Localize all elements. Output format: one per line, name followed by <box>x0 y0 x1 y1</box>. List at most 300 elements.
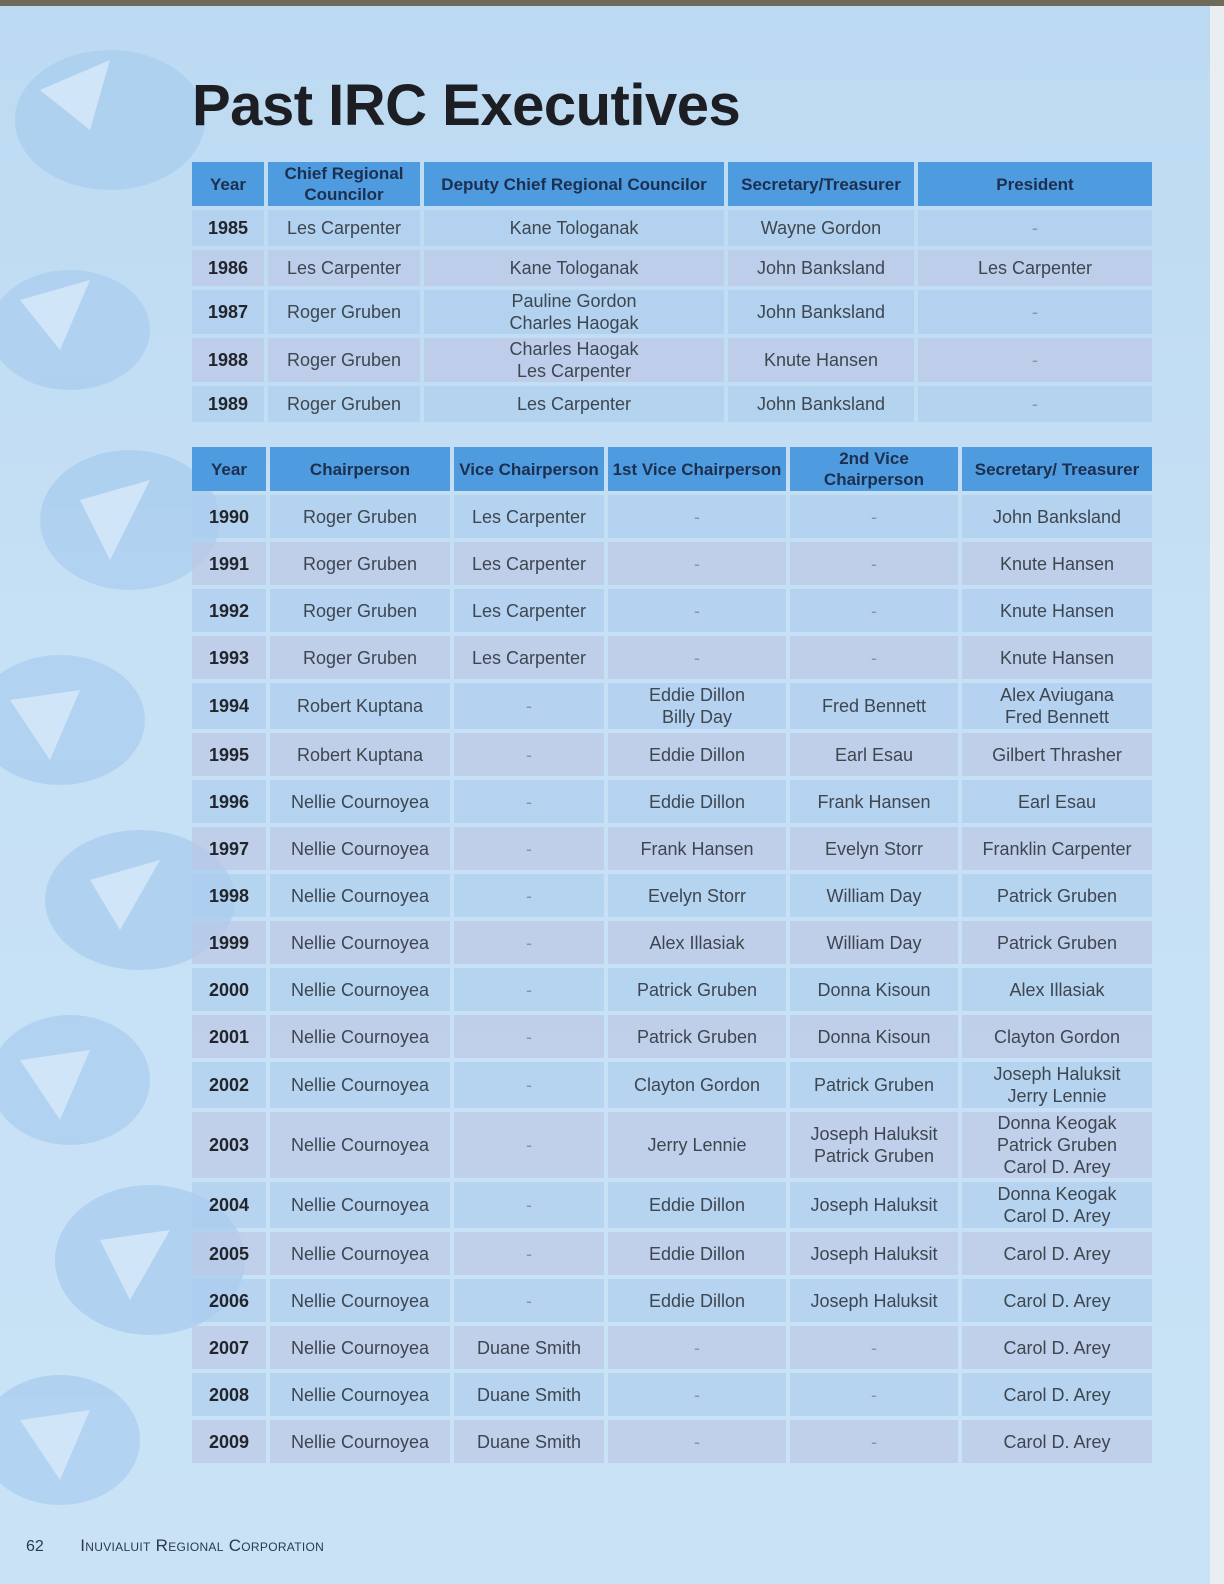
name-cell <box>270 683 450 729</box>
name-cell <box>454 1279 604 1322</box>
cell-line: 2001 <box>208 1026 250 1047</box>
name-cell <box>608 1182 786 1228</box>
name-cell <box>270 1062 450 1108</box>
name-cell <box>962 921 1152 964</box>
table-row <box>192 1062 1152 1108</box>
cell-line: - <box>526 1075 532 1095</box>
cell-line: Les Carpenter <box>286 258 402 278</box>
cell-line: Wayne Gordon <box>760 218 882 238</box>
cell-line: Knute Hansen <box>999 600 1115 621</box>
name-cell <box>790 589 958 632</box>
year-cell <box>192 290 264 334</box>
name-cell <box>454 495 604 538</box>
name-cell <box>790 542 958 585</box>
cell-line: - <box>526 696 532 716</box>
name-cell <box>790 1420 958 1463</box>
table-row <box>192 589 1152 632</box>
cell-line: Jerry Lennie <box>647 1135 747 1155</box>
cell-line: 2008 <box>208 1384 250 1405</box>
cell-line: 1996 <box>208 791 250 812</box>
cell-line: Roger Gruben <box>286 394 402 414</box>
cell-line: Les Carpenter <box>286 218 402 238</box>
cell-line: - <box>526 1290 532 1311</box>
cell-line: Patrick Gruben <box>813 1075 935 1095</box>
cell-line: Gilbert Thrasher <box>992 744 1122 765</box>
cell-line: Frank Hansen <box>640 838 754 859</box>
name-cell <box>608 542 786 585</box>
name-cell <box>454 1182 604 1228</box>
year-cell <box>192 921 266 964</box>
cell-line: - <box>526 932 532 953</box>
name-cell <box>962 683 1152 729</box>
name-cell <box>268 210 420 246</box>
cell-line: Duane Smith <box>476 1384 582 1405</box>
cell-line: Nellie Cournoyea <box>290 885 430 906</box>
cell-line: Nellie Cournoyea <box>290 1075 430 1095</box>
cell-line: 1987 <box>207 302 249 322</box>
name-cell <box>454 1373 604 1416</box>
cell-line: Alex Illasiak <box>649 932 745 953</box>
cell-line: Eddie Dillon <box>648 791 746 812</box>
cell-line: - <box>871 1337 877 1358</box>
name-cell <box>962 1062 1152 1108</box>
name-cell <box>454 968 604 1011</box>
name-cell <box>270 874 450 917</box>
cell-line: Joseph Haluksit <box>810 1195 938 1215</box>
name-cell <box>790 968 958 1011</box>
name-cell <box>962 542 1152 585</box>
name-cell <box>608 1420 786 1463</box>
name-cell <box>790 733 958 776</box>
table-row <box>192 1420 1152 1463</box>
year-cell <box>192 1015 266 1058</box>
cell-line: Carol D. Arey <box>1003 1243 1111 1264</box>
year-cell <box>192 589 266 632</box>
name-cell <box>728 338 914 382</box>
year-cell <box>192 1420 266 1463</box>
name-cell <box>268 338 420 382</box>
cell-line: 2007 <box>208 1337 250 1358</box>
name-cell <box>454 780 604 823</box>
table-row <box>192 542 1152 585</box>
cell-line: Les Carpenter <box>516 394 632 414</box>
cell-line: - <box>694 1337 700 1358</box>
header-vice-chairperson: Vice Chairperson <box>454 447 604 491</box>
cell-line: 1991 <box>208 553 250 574</box>
cell-line: - <box>694 647 700 668</box>
name-cell <box>454 874 604 917</box>
name-cell <box>608 1279 786 1322</box>
cell-line: Eddie Dillon <box>648 1195 746 1215</box>
cell-line: Frank Hansen <box>817 791 931 812</box>
cell-line: Carol D. Arey <box>1003 1384 1111 1405</box>
name-cell <box>962 589 1152 632</box>
header-secretary-treasurer: Secretary/Treasurer <box>728 162 914 206</box>
cell-line: 2005 <box>208 1243 250 1264</box>
name-cell <box>270 1420 450 1463</box>
cell-line: Pauline Gordon <box>511 291 637 311</box>
cell-line: Earl Esau <box>834 744 914 765</box>
cell-line: Eddie Dillon <box>648 685 746 705</box>
name-cell <box>790 1232 958 1275</box>
header-chief-regional-councilor: Chief Regional Councilor <box>268 162 420 206</box>
table-row <box>192 1326 1152 1369</box>
cell-line: - <box>871 647 877 668</box>
name-cell <box>608 1015 786 1058</box>
cell-line: - <box>526 1243 532 1264</box>
cell-line: - <box>694 553 700 574</box>
table-row <box>192 827 1152 870</box>
name-cell <box>454 542 604 585</box>
cell-line: 1990 <box>208 506 250 527</box>
cell-line: 1993 <box>208 647 250 668</box>
name-cell <box>270 1015 450 1058</box>
cell-line: Billy Day <box>661 707 732 727</box>
cell-line: 2004 <box>208 1195 250 1215</box>
cell-line: - <box>1032 350 1038 370</box>
table-row <box>192 495 1152 538</box>
cell-line: Donna Kisoun <box>817 979 931 1000</box>
cell-line: Les Carpenter <box>516 361 632 381</box>
name-cell <box>962 1015 1152 1058</box>
name-cell <box>790 1015 958 1058</box>
name-cell <box>790 683 958 729</box>
cell-line: Robert Kuptana <box>296 744 424 765</box>
cell-line: Roger Gruben <box>302 600 418 621</box>
name-cell <box>962 1326 1152 1369</box>
cell-line: 1985 <box>207 218 249 238</box>
table-row <box>192 921 1152 964</box>
cell-line: Nellie Cournoyea <box>290 791 430 812</box>
year-cell <box>192 1182 266 1228</box>
cell-line: Joseph Haluksit <box>810 1290 938 1311</box>
cell-line: Evelyn Storr <box>647 885 747 906</box>
header-chairperson: Chairperson <box>270 447 450 491</box>
table-row <box>192 780 1152 823</box>
name-cell <box>454 1015 604 1058</box>
name-cell <box>962 780 1152 823</box>
cell-line: 2003 <box>208 1135 250 1155</box>
year-cell <box>192 210 264 246</box>
name-cell <box>424 210 724 246</box>
cell-line: Charles Haogak <box>509 339 639 359</box>
name-cell <box>454 1062 604 1108</box>
cell-line: 1994 <box>208 696 250 716</box>
cell-line: - <box>526 1135 532 1155</box>
name-cell <box>424 338 724 382</box>
header-president: President <box>918 162 1152 206</box>
cell-line: Carol D. Arey <box>1003 1206 1111 1226</box>
name-cell <box>270 733 450 776</box>
name-cell <box>790 827 958 870</box>
cell-line: - <box>526 791 532 812</box>
cell-line: Eddie Dillon <box>648 744 746 765</box>
name-cell <box>608 495 786 538</box>
table-row <box>192 733 1152 776</box>
header-year: Year <box>192 447 266 491</box>
name-cell <box>270 636 450 679</box>
table-row <box>192 636 1152 679</box>
cell-line: - <box>1032 302 1038 322</box>
cell-line: Alex Aviugana <box>1000 685 1114 705</box>
cell-line: 1999 <box>208 932 250 953</box>
cell-line: Carol D. Arey <box>1003 1290 1111 1311</box>
name-cell <box>454 1232 604 1275</box>
table-row <box>192 386 1152 422</box>
name-cell <box>608 1232 786 1275</box>
cell-line: 2002 <box>208 1075 250 1095</box>
year-cell <box>192 1232 266 1275</box>
cell-line: Carol D. Arey <box>1003 1431 1111 1452</box>
name-cell <box>270 968 450 1011</box>
cell-line: - <box>871 600 877 621</box>
table-row <box>192 1015 1152 1058</box>
cell-line: Donna Keogak <box>997 1113 1117 1133</box>
table-row <box>192 338 1152 382</box>
cell-line: Kane Tologanak <box>509 258 639 278</box>
name-cell <box>454 921 604 964</box>
header-1st-vice-chairperson: 1st Vice Chairperson <box>608 447 786 491</box>
year-cell <box>192 968 266 1011</box>
cell-line: - <box>871 1384 877 1405</box>
cell-line: Joseph Haluksit <box>993 1064 1121 1084</box>
name-cell <box>270 827 450 870</box>
cell-line: Les Carpenter <box>471 553 587 574</box>
cell-line: 1992 <box>208 600 250 621</box>
cell-line: Nellie Cournoyea <box>290 1026 430 1047</box>
name-cell <box>728 386 914 422</box>
cell-line: - <box>526 885 532 906</box>
name-cell <box>608 1373 786 1416</box>
name-cell <box>270 542 450 585</box>
name-cell <box>790 1182 958 1228</box>
name-cell <box>790 495 958 538</box>
cell-line: Eddie Dillon <box>648 1290 746 1311</box>
cell-line: John Banksland <box>992 506 1122 527</box>
cell-line: - <box>1032 394 1038 414</box>
cell-line: Nellie Cournoyea <box>290 838 430 859</box>
header-year: Year <box>192 162 264 206</box>
executives-table-1985-1989 <box>188 158 1156 426</box>
table-row <box>192 1232 1152 1275</box>
page-number: 62 <box>26 1538 44 1555</box>
table-row <box>192 1112 1152 1178</box>
executives-table-1990-2009 <box>188 443 1156 1467</box>
cell-line: - <box>694 1384 700 1405</box>
cell-line: Nellie Cournoyea <box>290 1431 430 1452</box>
name-cell <box>962 495 1152 538</box>
cell-line: Patrick Gruben <box>996 885 1118 906</box>
name-cell <box>270 589 450 632</box>
name-cell <box>962 636 1152 679</box>
cell-line: Joseph Haluksit <box>810 1243 938 1264</box>
name-cell <box>790 1326 958 1369</box>
cell-line: 1988 <box>207 350 249 370</box>
name-cell <box>918 386 1152 422</box>
name-cell <box>268 250 420 286</box>
table-row <box>192 1373 1152 1416</box>
header-2nd-vice-chairperson: 2nd Vice Chairperson <box>790 447 958 491</box>
name-cell <box>454 1420 604 1463</box>
name-cell <box>270 1279 450 1322</box>
table-row <box>192 250 1152 286</box>
cell-line: Les Carpenter <box>977 258 1093 278</box>
cell-line: Nellie Cournoyea <box>290 979 430 1000</box>
cell-line: Knute Hansen <box>763 350 879 370</box>
cell-line: - <box>694 600 700 621</box>
cell-line: 2006 <box>208 1290 250 1311</box>
name-cell <box>608 968 786 1011</box>
name-cell <box>918 250 1152 286</box>
cell-line: Knute Hansen <box>999 647 1115 668</box>
page-edge <box>1210 6 1224 1584</box>
name-cell <box>918 338 1152 382</box>
cell-line: - <box>871 553 877 574</box>
cell-line: Nellie Cournoyea <box>290 1243 430 1264</box>
name-cell <box>790 1373 958 1416</box>
name-cell <box>918 210 1152 246</box>
cell-line: Les Carpenter <box>471 647 587 668</box>
name-cell <box>790 1062 958 1108</box>
cell-line: Nellie Cournoyea <box>290 932 430 953</box>
cell-line: John Banksland <box>756 394 886 414</box>
name-cell <box>270 1182 450 1228</box>
name-cell <box>962 1112 1152 1178</box>
name-cell <box>608 780 786 823</box>
year-cell <box>192 827 266 870</box>
cell-line: Carol D. Arey <box>1003 1157 1111 1177</box>
name-cell <box>270 1326 450 1369</box>
name-cell <box>790 636 958 679</box>
table-row <box>192 968 1152 1011</box>
cell-line: Charles Haogak <box>509 313 639 333</box>
name-cell <box>962 733 1152 776</box>
name-cell <box>962 1373 1152 1416</box>
cell-line: Franklin Carpenter <box>982 838 1132 859</box>
cell-line: Kane Tologanak <box>509 218 639 238</box>
cell-line: 2000 <box>208 979 250 1000</box>
year-cell <box>192 874 266 917</box>
year-cell <box>192 1373 266 1416</box>
name-cell <box>270 921 450 964</box>
cell-line: 1995 <box>208 744 250 765</box>
name-cell <box>790 921 958 964</box>
cell-line: Roger Gruben <box>302 647 418 668</box>
year-cell <box>192 386 264 422</box>
year-cell <box>192 780 266 823</box>
cell-line: Eddie Dillon <box>648 1243 746 1264</box>
year-cell <box>192 495 266 538</box>
cell-line: Les Carpenter <box>471 600 587 621</box>
name-cell <box>454 827 604 870</box>
name-cell <box>454 1326 604 1369</box>
name-cell <box>270 1112 450 1178</box>
cell-line: - <box>526 1026 532 1047</box>
cell-line: Roger Gruben <box>302 506 418 527</box>
cell-line: Roger Gruben <box>286 302 402 322</box>
cell-line: Roger Gruben <box>302 553 418 574</box>
cell-line: Robert Kuptana <box>296 696 424 716</box>
year-cell <box>192 1279 266 1322</box>
name-cell <box>608 1112 786 1178</box>
page-footer <box>26 1536 324 1556</box>
cell-line: Nellie Cournoyea <box>290 1195 430 1215</box>
name-cell <box>962 1232 1152 1275</box>
name-cell <box>790 874 958 917</box>
name-cell <box>454 589 604 632</box>
cell-line: Nellie Cournoyea <box>290 1290 430 1311</box>
cell-line: Clayton Gordon <box>993 1026 1121 1047</box>
name-cell <box>608 733 786 776</box>
cell-line: Jerry Lennie <box>1007 1086 1107 1106</box>
name-cell <box>962 827 1152 870</box>
name-cell <box>608 1326 786 1369</box>
cell-line: - <box>1032 218 1038 238</box>
year-cell <box>192 636 266 679</box>
name-cell <box>608 874 786 917</box>
table-row <box>192 290 1152 334</box>
cell-line: Fred Bennett <box>821 696 927 716</box>
cell-line: Carol D. Arey <box>1003 1337 1111 1358</box>
year-cell <box>192 1112 266 1178</box>
name-cell <box>608 921 786 964</box>
cell-line: John Banksland <box>756 258 886 278</box>
cell-line: William Day <box>826 885 922 906</box>
table-row <box>192 874 1152 917</box>
name-cell <box>790 1279 958 1322</box>
cell-line: Duane Smith <box>476 1431 582 1452</box>
year-cell <box>192 1326 266 1369</box>
cell-line: - <box>694 1431 700 1452</box>
table-row <box>192 683 1152 729</box>
name-cell <box>790 1112 958 1178</box>
year-cell <box>192 250 264 286</box>
cell-line: - <box>526 1195 532 1215</box>
name-cell <box>270 780 450 823</box>
cell-line: - <box>694 506 700 527</box>
cell-line: Donna Kisoun <box>817 1026 931 1047</box>
name-cell <box>918 290 1152 334</box>
name-cell <box>608 636 786 679</box>
name-cell <box>962 1279 1152 1322</box>
name-cell <box>454 733 604 776</box>
cell-line: Duane Smith <box>476 1337 582 1358</box>
name-cell <box>962 1182 1152 1228</box>
name-cell <box>454 636 604 679</box>
cell-line: Patrick Gruben <box>996 1135 1118 1155</box>
cell-line: 1997 <box>208 838 250 859</box>
cell-line: - <box>871 1431 877 1452</box>
year-cell <box>192 1062 266 1108</box>
name-cell <box>454 683 604 729</box>
name-cell <box>454 1112 604 1178</box>
cell-line: Roger Gruben <box>286 350 402 370</box>
name-cell <box>424 290 724 334</box>
year-cell <box>192 733 266 776</box>
name-cell <box>728 250 914 286</box>
header-secretary-treasurer: Secretary/ Treasurer <box>962 447 1152 491</box>
cell-line: William Day <box>826 932 922 953</box>
name-cell <box>608 589 786 632</box>
cell-line: 2009 <box>208 1431 250 1452</box>
name-cell <box>608 827 786 870</box>
table-row <box>192 1279 1152 1322</box>
cell-line: Nellie Cournoyea <box>290 1337 430 1358</box>
name-cell <box>962 1420 1152 1463</box>
name-cell <box>268 386 420 422</box>
table-row <box>192 210 1152 246</box>
year-cell <box>192 683 266 729</box>
